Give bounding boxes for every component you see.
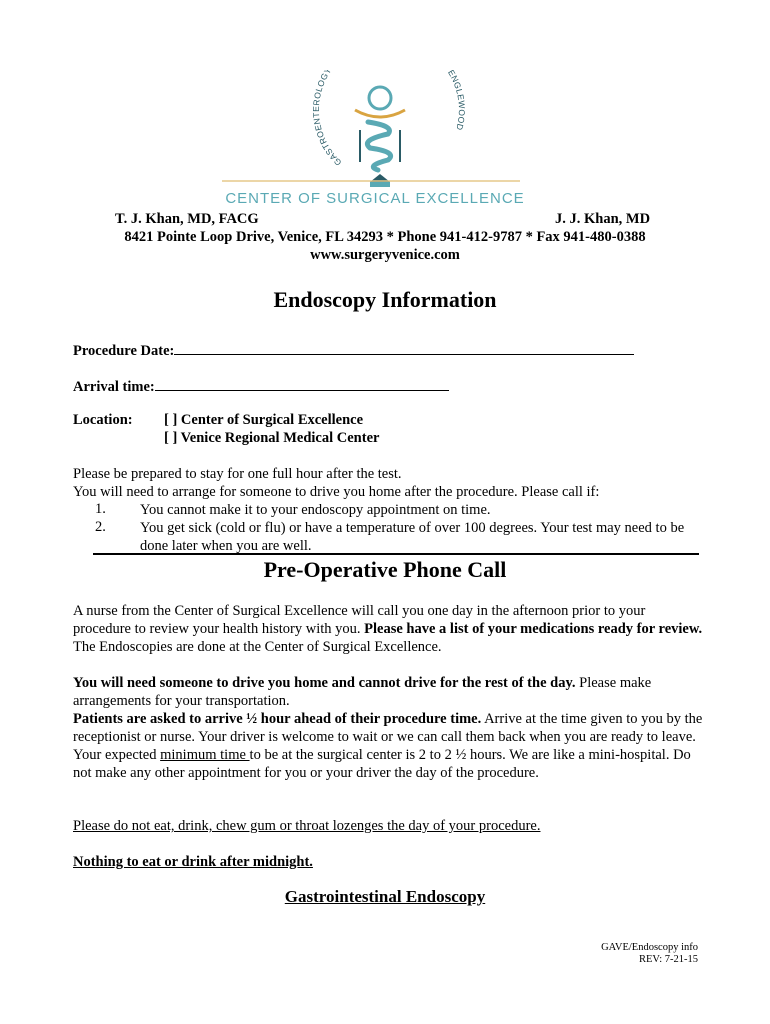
section-title-pre-op: Pre-Operative Phone Call xyxy=(263,557,507,582)
list-item-text: You cannot make it to your endoscopy appointment on time. xyxy=(140,502,491,518)
arrival-time-blank[interactable] xyxy=(155,376,449,391)
instruction-line-2: You will need to arrange for someone to drive you home after the procedure. Please call if: xyxy=(73,484,600,500)
p2-text-rest: Please make arrangements for your transportation. xyxy=(73,675,652,709)
page-title: Endoscopy Information xyxy=(273,287,497,312)
section-divider xyxy=(93,553,699,555)
practice-website: www.surgeryvenice.com xyxy=(310,247,460,263)
p3-text-b: to be at the surgical center is 2 to 2 ½ hours. We are like a mini-hospital. Do not make any other appointment for you or your driver the day of the procedure. xyxy=(73,747,691,781)
procedure-date-label: Procedure Date: xyxy=(73,343,175,359)
pre-op-paragraph-3 xyxy=(73,710,703,782)
logo-center-name: CENTER OF SURGICAL EXCELLENCE xyxy=(225,190,525,207)
list-item-number: 1. xyxy=(95,501,106,517)
practice-address: 8421 Pointe Loop Drive, Venice, FL 34293 * Phone 941-412-9787 * Fax 941-480-0388 xyxy=(124,229,646,245)
footer-doc-name: GAVE/Endoscopy info xyxy=(601,942,698,953)
procedure-date-blank[interactable] xyxy=(174,340,634,355)
procedure-date-field xyxy=(73,340,634,360)
location-option-center[interactable]: [ ] Center of Surgical Excellence xyxy=(164,412,364,428)
pre-op-paragraph-2 xyxy=(73,674,703,710)
logo-graphic xyxy=(220,70,530,210)
pre-op-paragraph-4: Please do not eat, drink, chew gum or throat lozenges the day of your procedure. xyxy=(73,818,541,834)
arrival-time-field xyxy=(73,376,449,396)
location-label: Location: xyxy=(73,412,133,428)
instruction-line-1: Please be prepared to stay for one full hour after the test. xyxy=(73,466,402,482)
doctor-left-name: T. J. Khan, MD, FACG xyxy=(115,211,259,227)
call-if-list xyxy=(0,501,770,553)
location-option-venice-regional[interactable]: [ ] Venice Regional Medical Center xyxy=(164,430,380,446)
p3-text-underlined: minimum time xyxy=(160,747,250,763)
p1-text-a: A nurse from the Center of Surgical Excellence will call you one day in the afternoon prior to your procedure to review your health history with you. xyxy=(73,603,646,637)
arrival-time-label: Arrival time: xyxy=(73,379,155,395)
p3-text-bold: Patients are asked to arrive ½ hour ahead of their procedure time. xyxy=(73,711,482,727)
p3-text-a: Arrive at the time given to you by the receptionist or nurse. Your driver is welcome to wait or we can call them back when you are ready to leave. Your expected xyxy=(73,711,703,763)
footer-revision: REV: 7-21-15 xyxy=(638,954,698,965)
p2-text-bold: You will need someone to drive you home and cannot drive for the rest of the day. xyxy=(73,675,576,691)
p1-text-c: The Endoscopies are done at the Center of Surgical Excellence. xyxy=(73,639,442,655)
logo-arc-text: GASTROENTEROLOGY ENGLEWOOD xyxy=(310,70,468,168)
document-footer xyxy=(601,942,698,966)
section-subtitle: Gastrointestinal Endoscopy xyxy=(284,887,486,906)
practice-logo xyxy=(220,70,530,210)
list-item-number: 2. xyxy=(95,519,106,535)
doctor-right-name: J. J. Khan, MD xyxy=(555,211,651,227)
pre-op-paragraph-1 xyxy=(73,602,703,656)
list-item-text: You get sick (cold or flu) or have a temperature of over 100 degrees. Your test may need to be done later when you are well. xyxy=(140,520,685,554)
pre-op-paragraph-5: Nothing to eat or drink after midnight. xyxy=(73,854,313,870)
p1-text-bold: Please have a list of your medications ready for review. xyxy=(364,621,703,637)
